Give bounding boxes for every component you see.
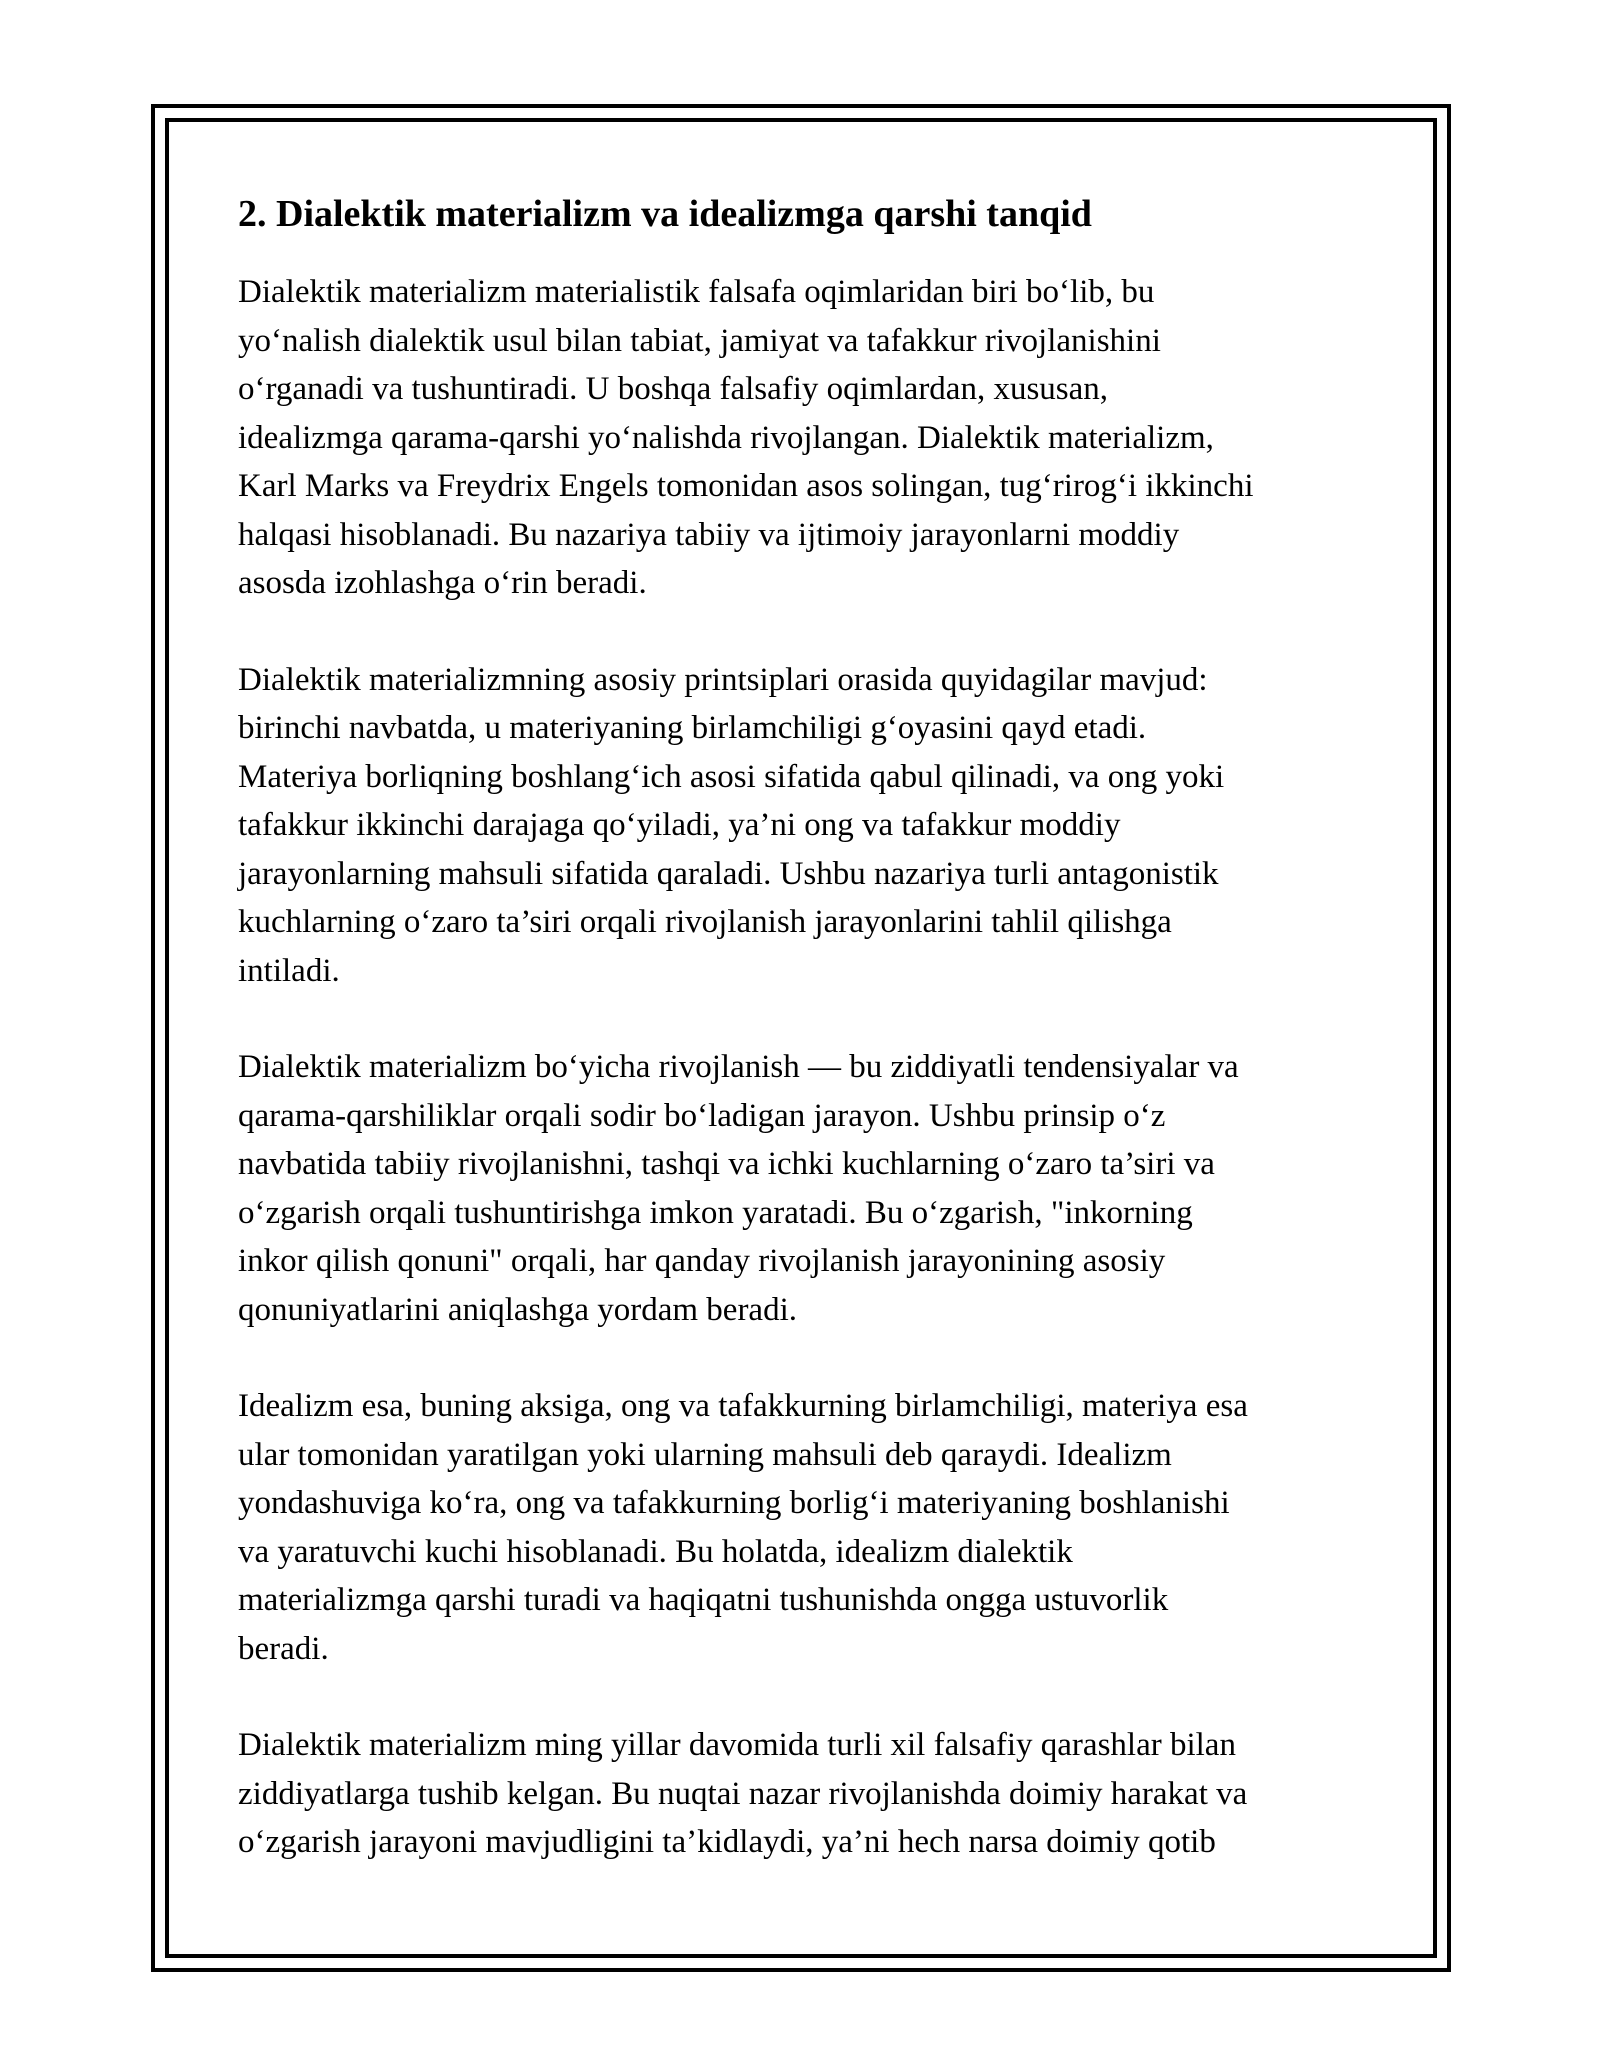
paragraph-4 — [238, 1382, 1378, 1673]
text-line: halqasi hisoblanadi. Bu nazariya tabiiy va ijtimoiy jarayonlarni moddiy — [238, 516, 1180, 553]
paragraph-1 — [238, 268, 1378, 608]
text-line: jarayonlarning mahsuli sifatida qaraladi. Ushbu nazariya turli antagonistik — [238, 855, 1219, 892]
text-line: yondashuviga ko‘ra, ong va tafakkurning borlig‘i materiyaning boshlanishi — [238, 1485, 1230, 1521]
text-line: beradi. — [238, 1630, 329, 1667]
text-line: birinchi navbatda, u materiyaning birlamchiligi g‘oyasini qayd etadi. — [238, 710, 1147, 746]
text-line: materializmga qarshi turadi va haqiqatni tushunishda ongga ustuvorlik — [238, 1582, 1169, 1618]
text-line: Dialektik materializm bo‘yicha rivojlanish — bu ziddiyatli tendensiyalar va — [238, 1049, 1239, 1085]
paragraph-2 — [238, 656, 1378, 996]
paragraph-5 — [238, 1721, 1378, 1867]
text-line: Dialektik materializm ming yillar davomida turli xil falsafiy qarashlar bilan — [238, 1727, 1236, 1763]
section-title: 2. Dialektik materializm va idealizmga qarshi tanqid — [238, 193, 1092, 235]
text-line: Idealizm esa, buning aksiga, ong va tafakkurning birlamchiligi, materiya esa — [238, 1388, 1248, 1424]
text-line: asosda izohlashga o‘rin beradi. — [238, 565, 647, 601]
text-line: Dialektik materializm materialistik falsafa oqimlaridan biri bo‘lib, bu — [238, 274, 1155, 310]
paragraph-3 — [238, 1043, 1378, 1334]
text-line: ziddiyatlarga tushib kelgan. Bu nuqtai nazar rivojlanishda doimiy harakat va — [238, 1775, 1248, 1812]
text-line: Dialektik materializmning asosiy printsiplari orasida quyidagilar mavjud: — [238, 661, 1208, 698]
text-line: intiladi. — [238, 952, 340, 989]
text-line: o‘zgarish jarayoni mavjudligini ta’kidlaydi, ya’ni hech narsa doimiy qotib — [238, 1824, 1216, 1860]
text-line: tafakkur ikkinchi darajaga qo‘yiladi, ya’ni ong va tafakkur moddiy — [238, 807, 1121, 843]
text-line: o‘zgarish orqali tushuntirishga imkon yaratadi. Bu o‘zgarish, "inkorning — [238, 1194, 1193, 1231]
text-line: idealizmga qarama-qarshi yo‘nalishda rivojlangan. Dialektik materializm, — [238, 419, 1214, 456]
text-line: navbatida tabiiy rivojlanishni, tashqi va ichki kuchlarning o‘zaro ta’siri va — [238, 1146, 1215, 1182]
text-line: qarama-qarshiliklar orqali sodir bo‘ladigan jarayon. Ushbu prinsip o‘z — [238, 1097, 1166, 1134]
text-line: yo‘nalish dialektik usul bilan tabiat, jamiyat va tafakkur rivojlanishini — [238, 322, 1161, 359]
text-line: ular tomonidan yaratilgan yoki ularning mahsuli deb qaraydi. Idealizm — [238, 1436, 1172, 1473]
text-line: inkor qilish qonuni" orqali, har qanday rivojlanish jarayonining asosiy — [238, 1243, 1166, 1279]
text-line: va yaratuvchi kuchi hisoblanadi. Bu holatda, idealizm dialektik — [238, 1533, 1073, 1570]
text-line: kuchlarning o‘zaro ta’siri orqali rivojlanish jarayonlarini tahlil qilishga — [238, 904, 1172, 940]
text-line: Materiya borliqning boshlang‘ich asosi sifatida qabul qilinadi, va ong yoki — [238, 758, 1225, 795]
text-line: o‘rganadi va tushuntiradi. U boshqa falsafiy oqimlardan, xususan, — [238, 371, 1109, 407]
document-body — [238, 188, 1378, 1867]
text-line: qonuniyatlarini aniqlashga yordam beradi. — [238, 1291, 798, 1328]
text-line: Karl Marks va Freydrix Engels tomonidan asos solingan, tug‘rirog‘i ikkinchi — [238, 468, 1254, 504]
